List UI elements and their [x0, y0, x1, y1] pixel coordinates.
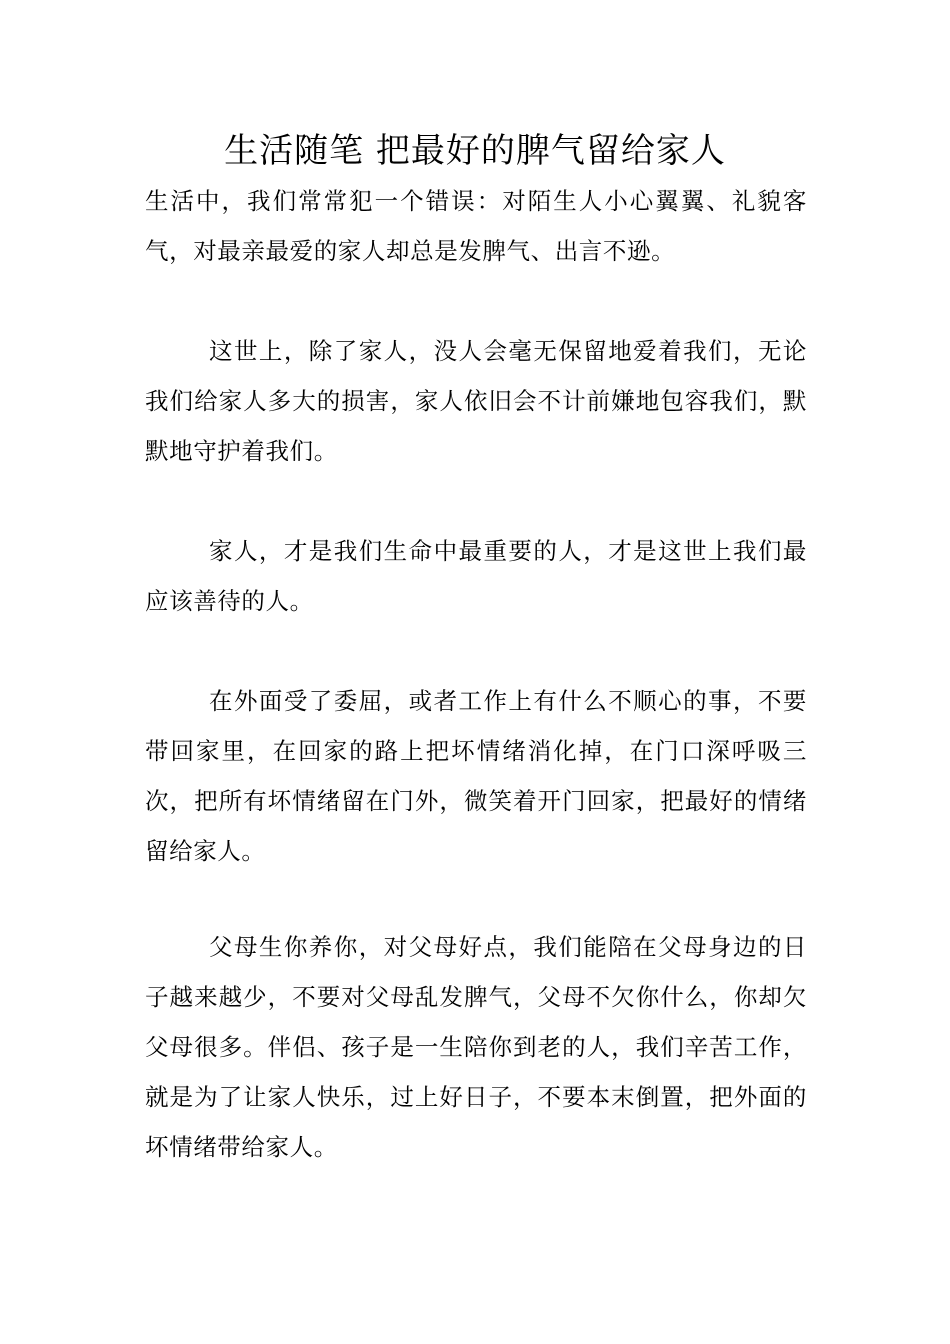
paragraph-3: 家人，才是我们生命中最重要的人，才是这世上我们最应该善待的人。 [145, 537, 807, 615]
paragraph-2: 这世上，除了家人，没人会毫无保留地爱着我们，无论我们给家人多大的损害，家人依旧会不计前嫌地包容我们，默默地守护着我们。 [145, 337, 807, 465]
paragraph-1: 生活中，我们常常犯一个错误：对陌生人小心翼翼、礼貌客气，对最亲最爱的家人却总是发脾气、出言不逊。 [145, 187, 807, 265]
paragraph-4: 在外面受了委屈，或者工作上有什么不顺心的事，不要带回家里，在回家的路上把坏情绪消化掉，在门口深呼吸三次，把所有坏情绪留在门外，微笑着开门回家，把最好的情绪留给家人。 [145, 687, 807, 865]
page-title: 生活随笔 把最好的脾气留给家人 [224, 131, 726, 171]
paragraph-5: 父母生你养你，对父母好点，我们能陪在父母身边的日子越来越少，不要对父母乱发脾气，父母不欠你什么，你却欠父母很多。伴侣、孩子是一生陪你到老的人，我们辛苦工作，就是为了让家人快乐，过上好日子，不要本末倒置，把外面的坏情绪带给家人。 [145, 933, 807, 1161]
